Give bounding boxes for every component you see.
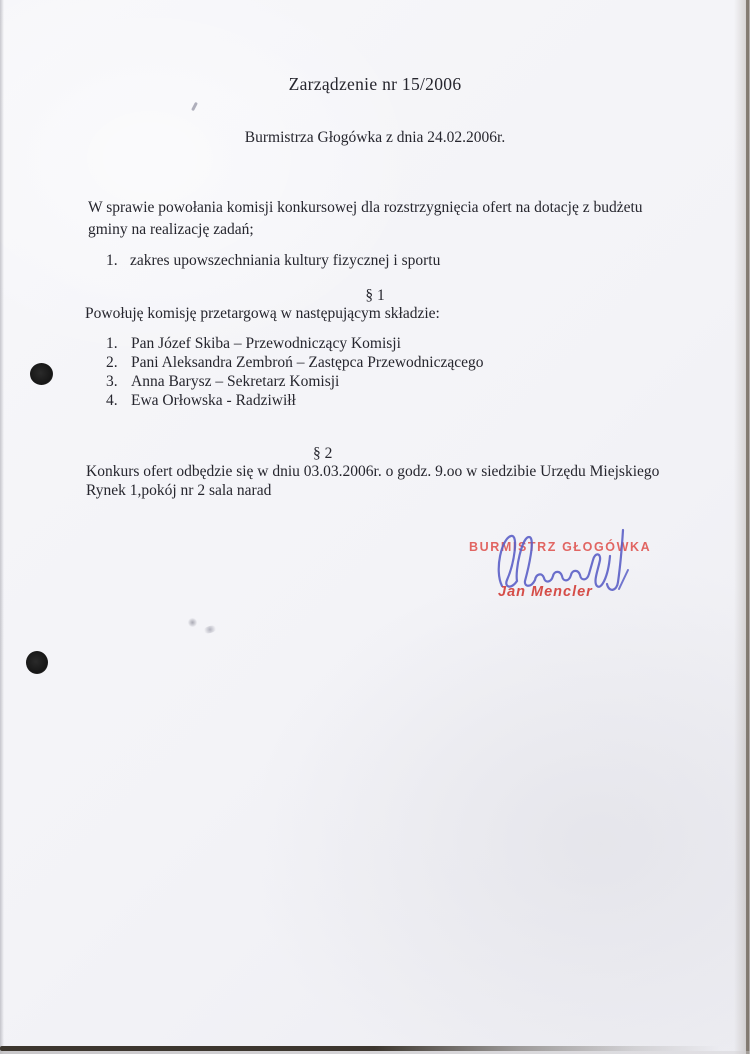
list-item xyxy=(106,334,484,353)
list-item-number: 2. xyxy=(106,354,118,371)
list-item xyxy=(106,372,484,391)
scope-list-item xyxy=(106,252,440,270)
intro-paragraph-line1: W sprawie powołania komisji konkursowej dla rozstrzygnięcia ofert na dotację z budżetu xyxy=(88,199,643,216)
list-item xyxy=(106,391,484,410)
list-item-text: Pan Józef Skiba – Przewodniczący Komisji xyxy=(131,335,401,352)
mayor-stamp-text: BURMISTRZ GŁOGÓWKA xyxy=(469,540,652,554)
list-item xyxy=(106,353,484,372)
scope-item-number: 1. xyxy=(106,252,118,269)
list-item-number: 3. xyxy=(106,373,118,390)
document-title: Zarządzenie nr 15/2006 xyxy=(288,74,462,94)
section-1-heading: § 1 xyxy=(365,287,385,304)
committee-member-list xyxy=(106,334,484,410)
smudge xyxy=(188,618,197,627)
section-2-text-line1: Konkurs ofert odbędzie się w dniu 03.03.2006r. o godz. 9.oo w siedzibie Urzędu Miejskiego xyxy=(86,463,660,480)
section-1-lead: Powołuję komisję przetargową w następującym składzie: xyxy=(85,305,440,322)
scan-edge-right-line xyxy=(746,0,749,1054)
pen-mark xyxy=(191,102,198,111)
section-2-heading: § 2 xyxy=(313,445,333,462)
document-subtitle: Burmistrza Głogówka z dnia 24.02.2006r. xyxy=(244,129,506,146)
signer-name-stamp: Jan Mencler xyxy=(498,584,593,600)
list-item-text: Anna Barysz – Sekretarz Komisji xyxy=(131,373,340,390)
list-item-text: Pani Aleksandra Zembroń – Zastępca Przewodniczącego xyxy=(131,354,484,371)
section-2-text-line2: Rynek 1,pokój nr 2 sala narad xyxy=(86,482,272,499)
smudge xyxy=(202,624,217,634)
hole-punch-mark xyxy=(26,651,48,674)
list-item-number: 4. xyxy=(106,392,118,409)
hole-punch-mark xyxy=(30,363,53,385)
list-item-text: Ewa Orłowska - Radziwiłł xyxy=(131,392,296,409)
scope-item-text: zakres upowszechniania kultury fizycznej i sportu xyxy=(130,252,441,269)
scan-edge-left xyxy=(0,0,4,1054)
list-item-number: 1. xyxy=(106,335,118,352)
intro-paragraph-line2: gminy na realizację zadań; xyxy=(88,221,254,238)
